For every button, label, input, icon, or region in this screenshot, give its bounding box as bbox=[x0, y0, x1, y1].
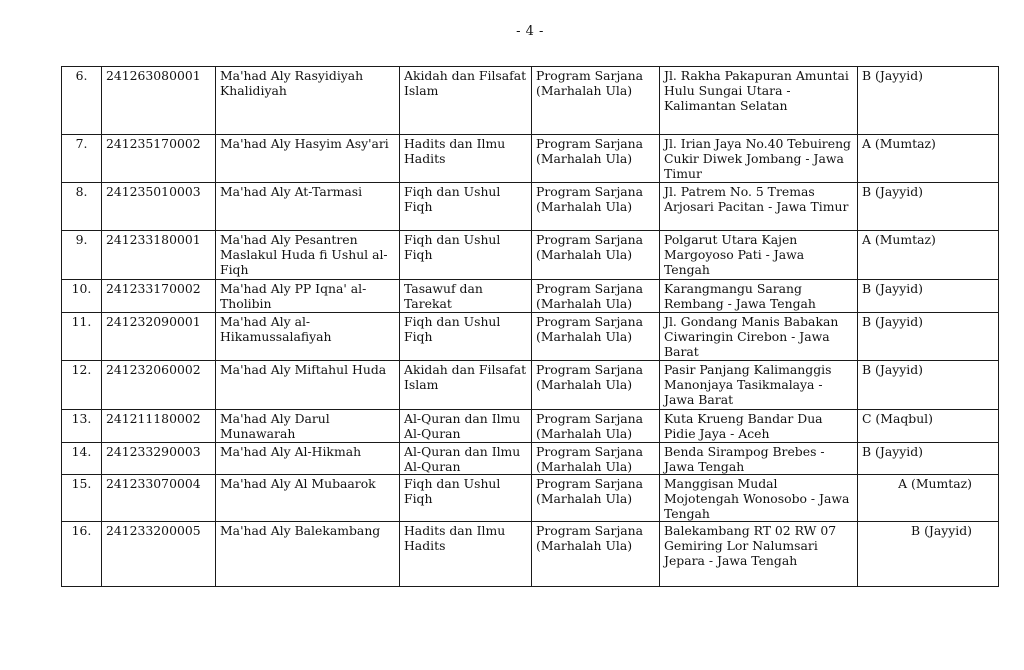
accreditation-rating: C (Maqbul) bbox=[858, 410, 999, 443]
institution-code: 241235170002 bbox=[102, 135, 216, 183]
institution-name: Ma'had Aly Pesantren Maslakul Huda fi Ushul al-Fiqh bbox=[216, 231, 400, 280]
program-level: Program Sarjana (Marhalah Ula) bbox=[532, 443, 660, 475]
row-number: 14. bbox=[62, 443, 102, 475]
table-row bbox=[62, 410, 999, 443]
study-field: Al-Quran dan Ilmu Al-Quran bbox=[400, 410, 532, 443]
address: Polgarut Utara Kajen Margoyoso Pati - Jawa Tengah bbox=[660, 231, 858, 280]
address: Jl. Rakha Pakapuran Amuntai Hulu Sungai Utara - Kalimantan Selatan bbox=[660, 67, 858, 135]
row-number: 6. bbox=[62, 67, 102, 135]
accreditation-rating: B (Jayyid) bbox=[858, 313, 999, 361]
study-field: Akidah dan Filsafat Islam bbox=[400, 361, 532, 410]
accreditation-rating: A (Mumtaz) bbox=[858, 231, 999, 280]
institution-code: 241233180001 bbox=[102, 231, 216, 280]
table-row bbox=[62, 522, 999, 587]
study-field: Fiqh dan Ushul Fiqh bbox=[400, 183, 532, 231]
institution-code: 241232090001 bbox=[102, 313, 216, 361]
accreditation-rating: B (Jayyid) bbox=[858, 443, 999, 475]
row-number: 10. bbox=[62, 280, 102, 313]
institution-table bbox=[61, 66, 999, 587]
institution-name: Ma'had Aly Miftahul Huda bbox=[216, 361, 400, 410]
table-row bbox=[62, 231, 999, 280]
program-level: Program Sarjana (Marhalah Ula) bbox=[532, 183, 660, 231]
table-row bbox=[62, 361, 999, 410]
institution-name: Ma'had Aly Darul Munawarah bbox=[216, 410, 400, 443]
institution-name: Ma'had Aly al-Hikamussalafiyah bbox=[216, 313, 400, 361]
institution-code: 241233170002 bbox=[102, 280, 216, 313]
study-field: Fiqh dan Ushul Fiqh bbox=[400, 231, 532, 280]
program-level: Program Sarjana (Marhalah Ula) bbox=[532, 67, 660, 135]
address: Manggisan Mudal Mojotengah Wonosobo - Jawa Tengah bbox=[660, 475, 858, 522]
study-field: Fiqh dan Ushul Fiqh bbox=[400, 475, 532, 522]
address: Karangmangu Sarang Rembang - Jawa Tengah bbox=[660, 280, 858, 313]
institution-name: Ma'had Aly PP Iqna' al-Tholibin bbox=[216, 280, 400, 313]
institution-name: Ma'had Aly Hasyim Asy'ari bbox=[216, 135, 400, 183]
accreditation-rating: B (Jayyid) bbox=[858, 361, 999, 410]
address: Pasir Panjang Kalimanggis Manonjaya Tasikmalaya - Jawa Barat bbox=[660, 361, 858, 410]
study-field: Hadits dan Ilmu Hadits bbox=[400, 135, 532, 183]
study-field: Akidah dan Filsafat Islam bbox=[400, 67, 532, 135]
institution-code: 241263080001 bbox=[102, 67, 216, 135]
table-row bbox=[62, 183, 999, 231]
program-level: Program Sarjana (Marhalah Ula) bbox=[532, 522, 660, 587]
accreditation-rating: A (Mumtaz) bbox=[858, 135, 999, 183]
institution-code: 241211180002 bbox=[102, 410, 216, 443]
row-number: 13. bbox=[62, 410, 102, 443]
accreditation-rating: A (Mumtaz) bbox=[858, 475, 999, 522]
address: Jl. Patrem No. 5 Tremas Arjosari Pacitan - Jawa Timur bbox=[660, 183, 858, 231]
institution-code: 241232060002 bbox=[102, 361, 216, 410]
study-field: Tasawuf dan Tarekat bbox=[400, 280, 532, 313]
program-level: Program Sarjana (Marhalah Ula) bbox=[532, 280, 660, 313]
program-level: Program Sarjana (Marhalah Ula) bbox=[532, 361, 660, 410]
row-number: 15. bbox=[62, 475, 102, 522]
row-number: 12. bbox=[62, 361, 102, 410]
address: Jl. Irian Jaya No.40 Tebuireng Cukir Diwek Jombang - Jawa Timur bbox=[660, 135, 858, 183]
page-number: - 4 - bbox=[516, 24, 544, 39]
program-level: Program Sarjana (Marhalah Ula) bbox=[532, 135, 660, 183]
institution-name: Ma'had Aly Balekambang bbox=[216, 522, 400, 587]
accreditation-rating: B (Jayyid) bbox=[858, 522, 999, 587]
program-level: Program Sarjana (Marhalah Ula) bbox=[532, 410, 660, 443]
address: Kuta Krueng Bandar Dua Pidie Jaya - Aceh bbox=[660, 410, 858, 443]
program-level: Program Sarjana (Marhalah Ula) bbox=[532, 313, 660, 361]
institution-name: Ma'had Aly Rasyidiyah Khalidiyah bbox=[216, 67, 400, 135]
study-field: Hadits dan Ilmu Hadits bbox=[400, 522, 532, 587]
institution-code: 241233070004 bbox=[102, 475, 216, 522]
address: Jl. Gondang Manis Babakan Ciwaringin Cirebon - Jawa Barat bbox=[660, 313, 858, 361]
institution-name: Ma'had Aly Al Mubaarok bbox=[216, 475, 400, 522]
table-row bbox=[62, 280, 999, 313]
row-number: 16. bbox=[62, 522, 102, 587]
program-level: Program Sarjana (Marhalah Ula) bbox=[532, 475, 660, 522]
table-row bbox=[62, 67, 999, 135]
institution-code: 241233290003 bbox=[102, 443, 216, 475]
accreditation-rating: B (Jayyid) bbox=[858, 280, 999, 313]
institution-code: 241235010003 bbox=[102, 183, 216, 231]
table-row bbox=[62, 313, 999, 361]
study-field: Fiqh dan Ushul Fiqh bbox=[400, 313, 532, 361]
row-number: 7. bbox=[62, 135, 102, 183]
institution-name: Ma'had Aly Al-Hikmah bbox=[216, 443, 400, 475]
study-field: Al-Quran dan Ilmu Al-Quran bbox=[400, 443, 532, 475]
table-row bbox=[62, 475, 999, 522]
address: Benda Sirampog Brebes - Jawa Tengah bbox=[660, 443, 858, 475]
program-level: Program Sarjana (Marhalah Ula) bbox=[532, 231, 660, 280]
table-row bbox=[62, 443, 999, 475]
table-row bbox=[62, 135, 999, 183]
row-number: 11. bbox=[62, 313, 102, 361]
address: Balekambang RT 02 RW 07 Gemiring Lor Nalumsari Jepara - Jawa Tengah bbox=[660, 522, 858, 587]
accreditation-rating: B (Jayyid) bbox=[858, 183, 999, 231]
row-number: 9. bbox=[62, 231, 102, 280]
institution-name: Ma'had Aly At-Tarmasi bbox=[216, 183, 400, 231]
row-number: 8. bbox=[62, 183, 102, 231]
institution-code: 241233200005 bbox=[102, 522, 216, 587]
accreditation-rating: B (Jayyid) bbox=[858, 67, 999, 135]
